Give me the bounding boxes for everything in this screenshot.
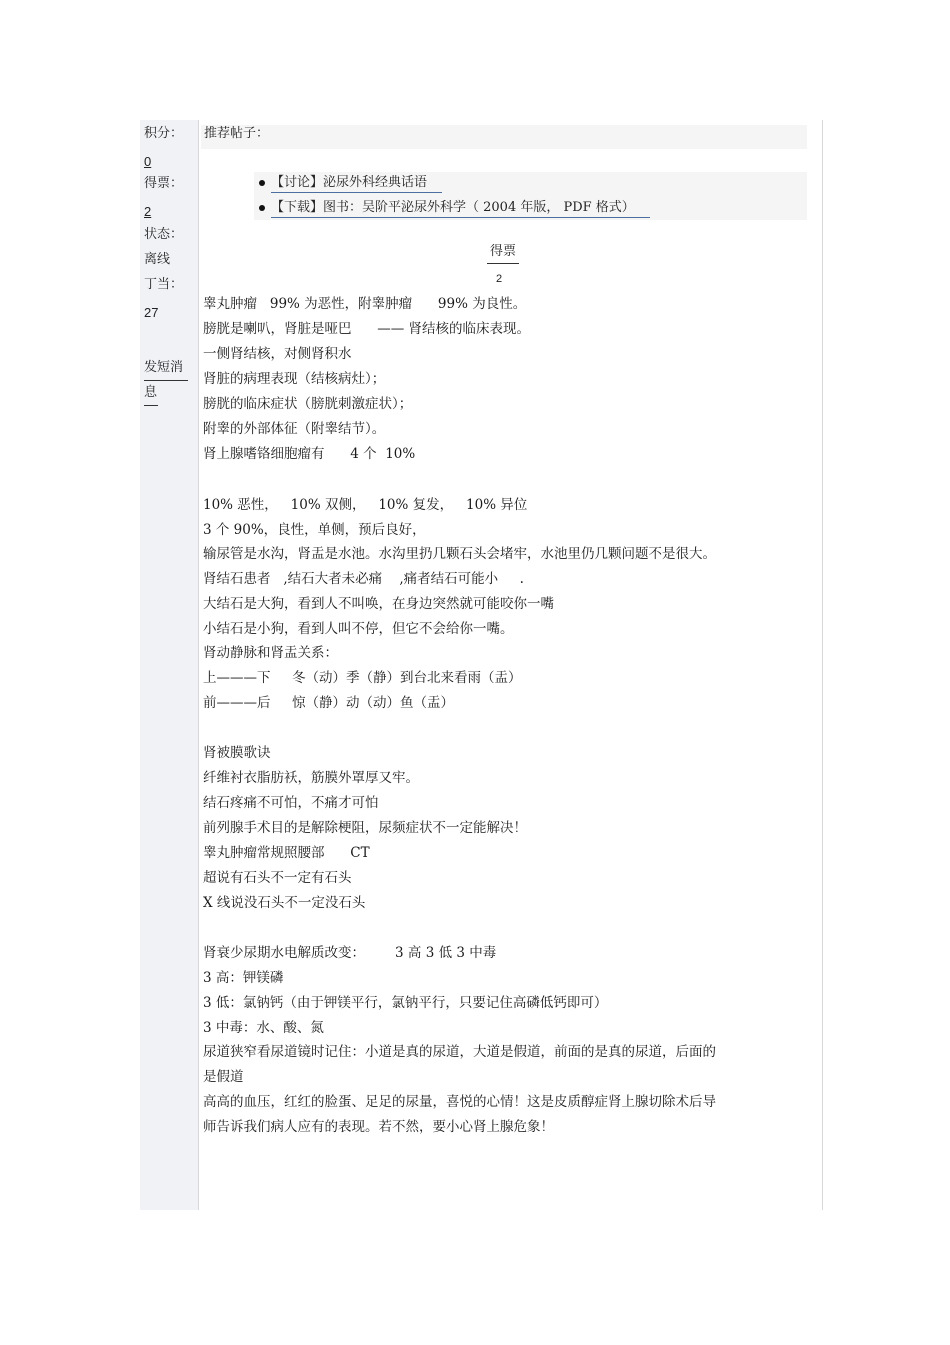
content-line: 附睾的外部体征（附睾结节）。 [203,421,386,437]
link-underline [271,192,442,193]
recommended-link-1[interactable]: 【讨论】泌尿外科经典话语 [271,175,428,190]
dingdang-label: 丁当： [144,277,184,292]
content-line: 上———下 冬（动）季（静）到台北来看雨（盂） [203,670,522,686]
content-line: 肾动静脉和肾盂关系： [203,645,338,661]
content-line: X 线说没石头不一定没石头 [203,895,366,911]
content-line: 3 低：氯钠钙（由于钾镁平行，氯钠平行，只要记住高磷低钙即可） [203,995,608,1011]
votes-label: 得票： [144,176,184,191]
content-line: 高高的血压，红红的脸蛋、足足的尿量，喜悦的心情！这是皮质醇症肾上腺切除术后导 [203,1094,716,1110]
content-line: 一侧肾结核，对侧肾积水 [203,346,352,362]
recommended-label: 推荐帖子： [204,126,270,141]
content-line: 膀胱的临床症状（膀胱刺激症状）； [203,396,413,412]
status-value: 离线 [144,252,171,267]
content-line: 前———后 惊（静）动（动）鱼（盂） [203,695,454,711]
vote-count: 2 [496,273,503,285]
dingdang-value: 27 [144,305,159,320]
content-line: 3 高：钾镁磷 [203,970,284,986]
content-line: 小结石是小狗，看到人叫不停，但它不会给你一嘴。 [203,621,514,637]
vote-divider [487,263,519,264]
recommended-link-2[interactable]: 【下载】图书：吴阶平泌尿外科学（ 2004 年版， PDF 格式） [271,200,635,215]
content-line: 肾结石患者 ,结石大者未必痛 ,痛者结石可能小 . [203,571,524,587]
status-label: 状态： [144,227,184,242]
content-line: 大结石是大狗，看到人不叫唤，在身边突然就可能咬你一嘴 [203,596,554,612]
content-line: 尿道狭窄看尿道镜时记住：小道是真的尿道，大道是假道，前面的是真的尿道，后面的 [203,1044,716,1060]
content-line: 纤维衬衣脂肪袄，筋膜外罩厚又牢。 [203,770,419,786]
content-line: 3 中毒：水、酸、氮 [203,1020,324,1036]
content-line: 肾被膜歌诀 [203,745,271,761]
send-message-link-part1[interactable]: 发短消 [144,356,188,381]
content-line: 输尿管是水沟，肾盂是水池。水沟里扔几颗石头会堵牢，水池里仍几颗问题不是很大。 [203,546,716,562]
vote-label: 得票 [490,244,517,259]
content-line: 结石疼痛不可怕，不痛才可怕 [203,795,379,811]
bullet-icon [259,180,265,186]
link-underline [271,217,650,218]
send-message-link-part2[interactable]: 息 [144,381,158,406]
content-line: 膀胱是喇叭，肾脏是哑巴 —— 肾结核的临床表现。 [203,321,531,337]
score-value[interactable]: 0 [144,154,152,169]
content-line: 3 个 90%，良性，单侧，预后良好， [203,522,426,538]
recommended-header [201,125,807,149]
content-line: 肾上腺嗜铬细胞瘤有 4 个 10% [203,446,416,462]
content-line: 睾丸肿瘤 99% 为恶性，附睾肿瘤 99% 为良性。 [203,296,527,312]
content-line: 10% 恶性， 10% 双侧， 10% 复发， 10% 异位 [203,497,528,513]
content-line: 前列腺手术目的是解除梗阻，尿频症状不一定能解决！ [203,820,527,836]
content-line: 肾脏的病理表现（结核病灶）； [203,371,386,387]
bullet-icon [259,205,265,211]
send-message-link[interactable] [144,356,188,406]
votes-value[interactable]: 2 [144,204,152,219]
content-line: 肾衰少尿期水电解质改变： 3 高 3 低 3 中毒 [203,945,497,961]
content-line: 是假道 [203,1069,244,1085]
score-label: 积分： [144,126,184,141]
content-line: 师告诉我们病人应有的表现。若不然，要小心肾上腺危象！ [203,1119,554,1135]
content-line: 睾丸肿瘤常规照腰部 CT [203,845,370,861]
content-line: 超说有石头不一定有石头 [203,870,352,886]
